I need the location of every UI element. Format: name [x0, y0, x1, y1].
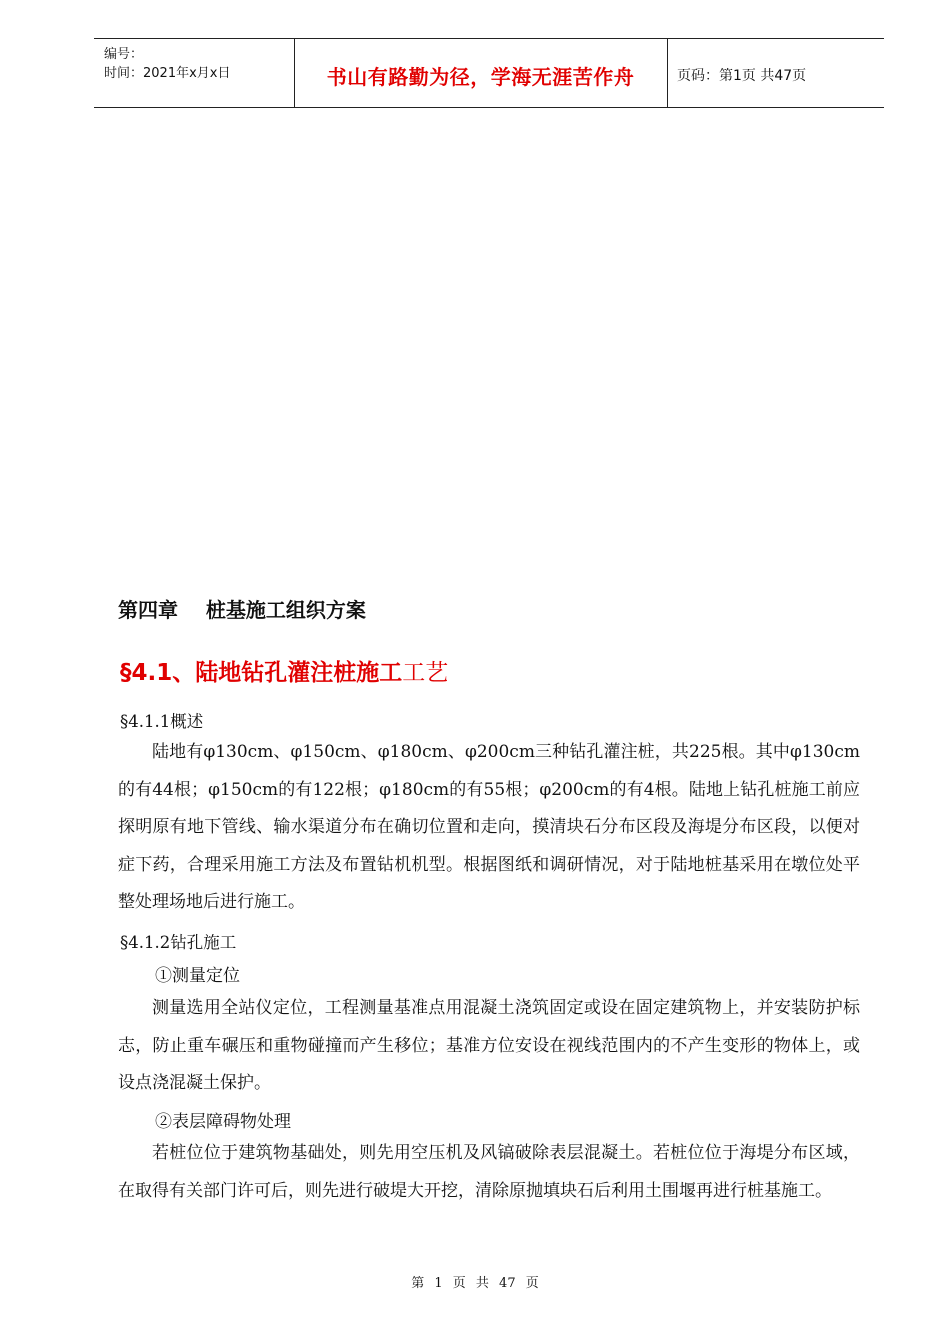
header-page-cell: [667, 39, 884, 107]
paragraph-survey: 测量选用全站仪定位，工程测量基准点用混凝土浇筑固定或设在固定建筑物上，并安装防护标志，防止重车碾压和重物碰撞而产生移位；基准方位安设在视线范围内的不产生变形的物体上，或设点浇混凝土保护。: [118, 998, 860, 1093]
section-title-tail: 工艺: [402, 660, 449, 686]
header-motto: 书山有路勤为径，学海无涯苦作舟: [326, 65, 635, 89]
section-title-main: §4.1、陆地钻孔灌注桩施工: [120, 660, 403, 686]
header-motto-cell: [294, 39, 668, 107]
paragraph-overview: 陆地有φ130cm、φ150cm、φ180cm、φ200cm三种钻孔灌注桩，共225根。其中φ130cm的有44根；φ150cm的有122根；φ180cm的有55根；φ200cm的有4根。陆地上钻孔桩施工前应探明原有地下管线、输水渠道分布在确切位置和走向，摸清块石分布区段及海堤分布区段，以便对症下药，合理采用施工方法及布置钻机机型。根据图纸和调研情况，对于陆地桩基采用在墩位处平整处理场地后进行施工。: [118, 742, 860, 912]
header-page-label: 页码：第1页 共47页: [677, 68, 807, 84]
header-table: [94, 38, 884, 108]
section-title: [120, 654, 448, 687]
chapter-title: 第四章 桩基施工组织方案: [118, 598, 366, 622]
subsection-overview-title: §4.1.1概述: [120, 712, 204, 731]
header-meta-cell: [94, 39, 295, 107]
paragraph-obstacle: 若桩位位于建筑物基础处，则先用空压机及风镐破除表层混凝土。若桩位位于海堤分布区域，在取得有关部门许可后，则先进行破堤大开挖，清除原抛填块石后利用土围堰再进行桩基施工。: [118, 1143, 860, 1201]
item-obstacle-handling: ②表层障碍物处理: [155, 1112, 291, 1132]
item-survey-positioning: ①测量定位: [155, 966, 240, 986]
document-date-label: 时间：2021年x月x日: [104, 66, 231, 81]
subsection-drilling-title: §4.1.2钻孔施工: [120, 933, 237, 952]
document-number-label: 编号：: [104, 47, 144, 62]
page-footer: 第 1 页 共 47 页: [411, 1276, 539, 1291]
